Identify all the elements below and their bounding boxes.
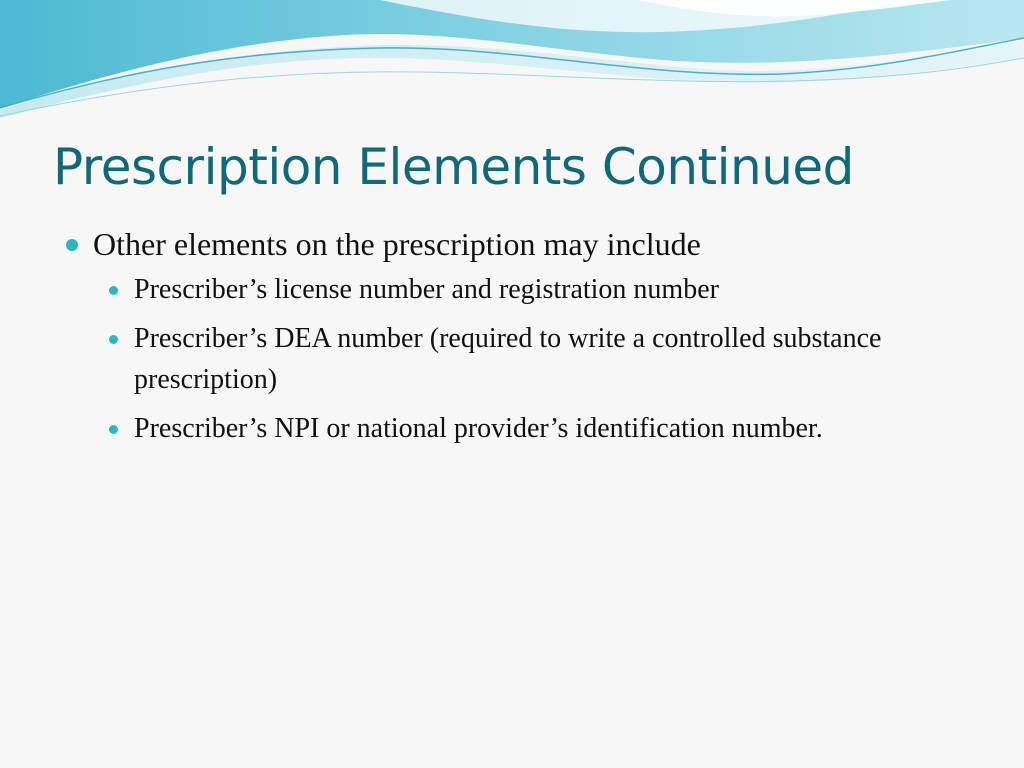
sub-bullet-dot-icon — [109, 286, 118, 295]
sub-bullet-text: Prescriber’s license number and registration number — [134, 274, 719, 305]
sub-bullet-text: Prescriber’s DEA number (required to write a controlled substance prescription) — [134, 323, 882, 395]
sub-bullet-dot-icon — [109, 425, 118, 434]
sub-bullet-item — [66, 318, 962, 400]
bullet-dot-icon — [66, 239, 78, 251]
slide-title: Prescription Elements Continued — [53, 138, 854, 196]
bullet-item — [66, 222, 986, 266]
bullet-text: Other elements on the prescription may include — [93, 226, 701, 262]
sub-bullet-item — [66, 408, 924, 449]
header-wave-decoration — [0, 0, 1024, 130]
sub-bullet-dot-icon — [109, 335, 118, 344]
sub-bullet-text: Prescriber’s NPI or national provider’s identification number. — [134, 413, 823, 444]
sub-bullet-item — [66, 269, 986, 310]
bullet-list — [66, 222, 986, 449]
